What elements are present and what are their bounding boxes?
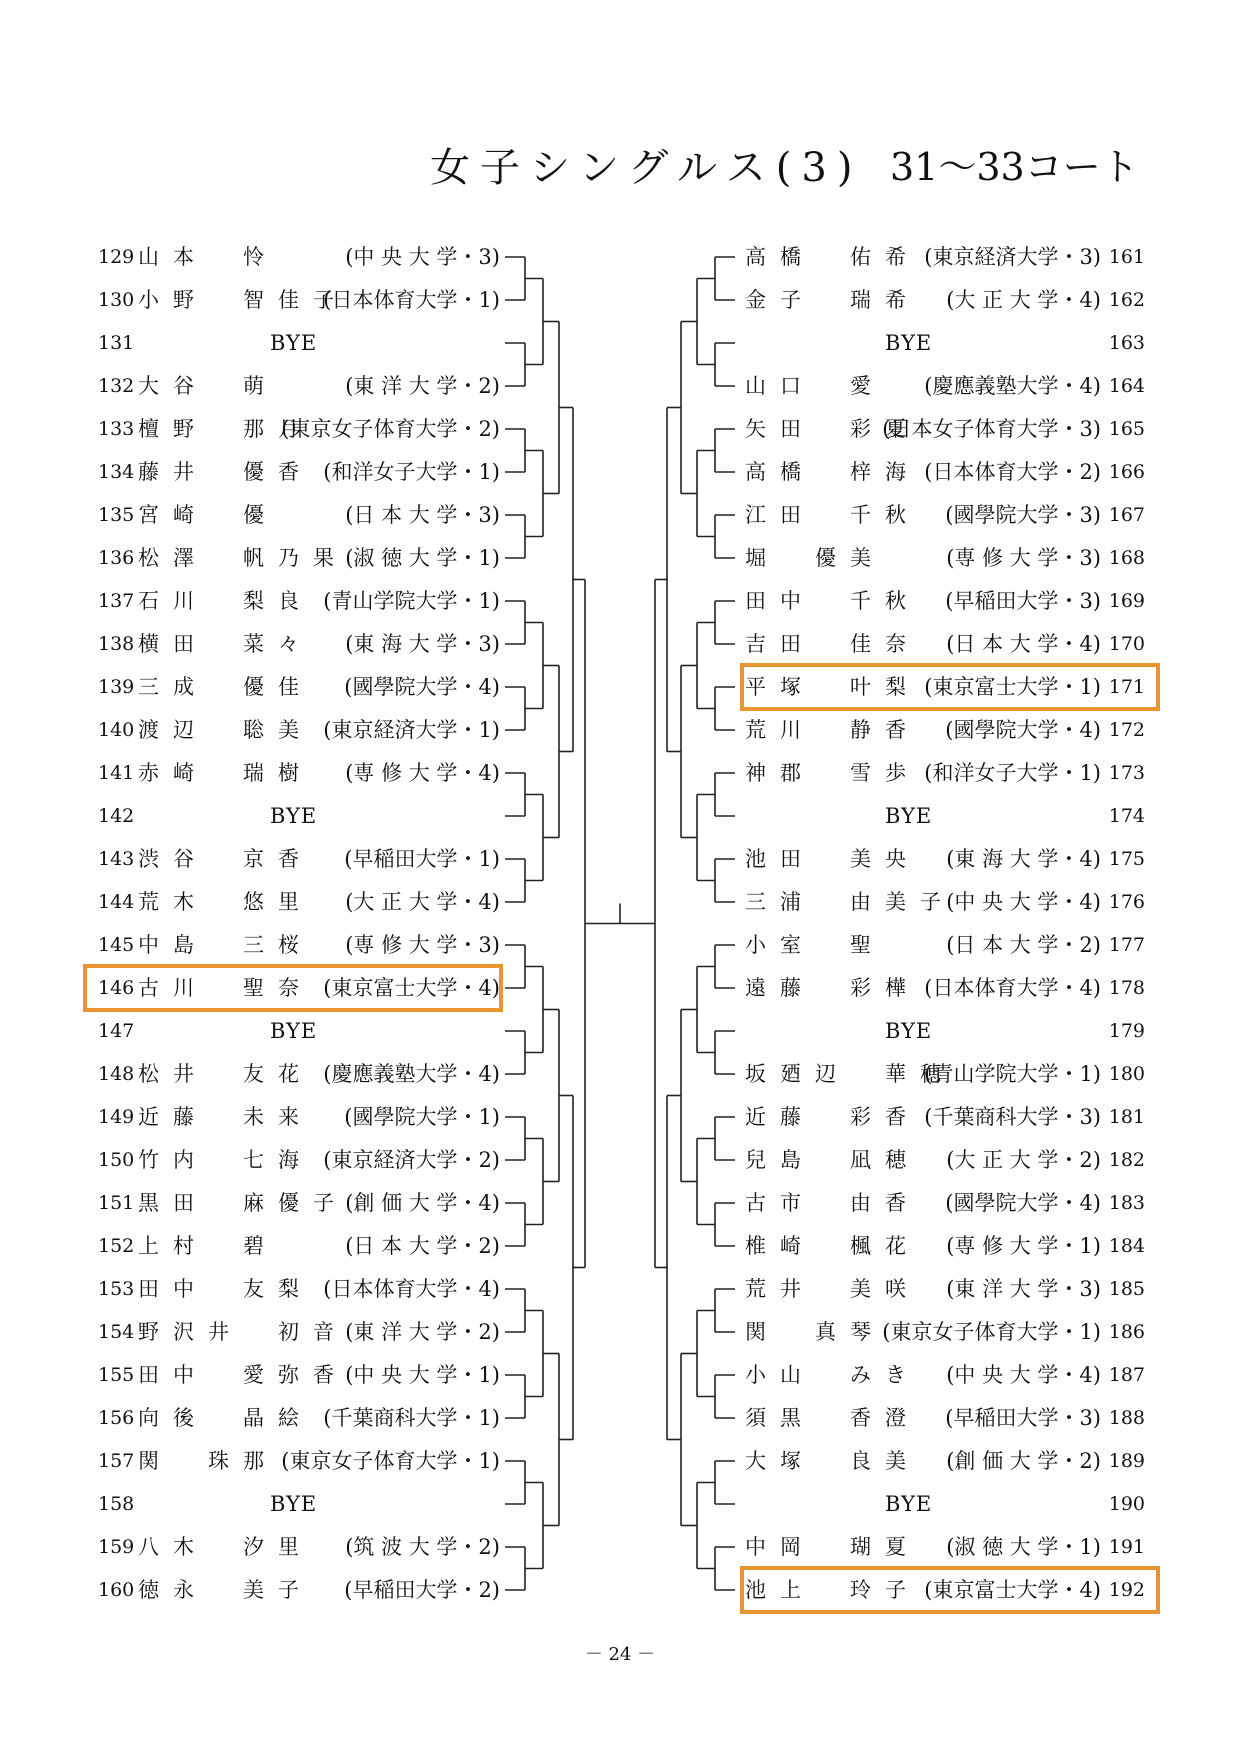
player-name: 大塚 良美 xyxy=(745,1449,920,1473)
player-name: 上村 碧 xyxy=(138,1234,278,1258)
draw-number: 144 xyxy=(98,891,135,913)
player-affiliation: (日本体育大学・4) xyxy=(924,976,1101,1000)
player-name: 矢田 彩夏 xyxy=(745,417,920,441)
player-name: 渋谷 京香 xyxy=(138,847,313,871)
player-affiliation: (日本体育大学・1) xyxy=(323,288,500,312)
player-affiliation: (東 海 大 学・4) xyxy=(946,847,1101,871)
draw-number: 184 xyxy=(1108,1235,1145,1257)
player-affiliation: (東京富士大学・4) xyxy=(924,1578,1101,1602)
draw-number: 188 xyxy=(1108,1407,1145,1429)
player-affiliation: (東 洋 大 学・2) xyxy=(345,1320,500,1344)
player-affiliation: (慶應義塾大学・4) xyxy=(924,374,1101,398)
draw-number: 166 xyxy=(1108,461,1145,483)
player-name: 吉田 佳奈 xyxy=(745,632,920,656)
draw-number: 133 xyxy=(98,418,135,440)
player-affiliation: (創 価 大 学・4) xyxy=(345,1191,500,1215)
player-affiliation: (慶應義塾大学・4) xyxy=(323,1062,500,1086)
player-name: 山本 怜 xyxy=(138,245,278,269)
player-name: 藤井 優香 xyxy=(138,460,313,484)
player-affiliation: (東京女子体育大学・2) xyxy=(281,417,500,441)
player-affiliation: (早稲田大学・3) xyxy=(945,589,1101,613)
draw-number: 147 xyxy=(98,1020,135,1042)
player-name: 横田 菜々 xyxy=(138,632,313,656)
draw-number: 163 xyxy=(1108,332,1145,354)
player-affiliation: (大 正 大 学・4) xyxy=(946,288,1101,312)
draw-number: 169 xyxy=(1108,590,1145,612)
player-affiliation: (早稲田大学・3) xyxy=(945,1406,1101,1430)
player-affiliation: (日 本 大 学・2) xyxy=(345,1234,500,1258)
draw-number: 190 xyxy=(1108,1493,1145,1515)
player-affiliation: (青山学院大学・1) xyxy=(323,589,500,613)
player-affiliation: (創 価 大 学・2) xyxy=(946,1449,1101,1473)
player-name: 田中 友梨 xyxy=(138,1277,313,1301)
draw-number: 173 xyxy=(1108,762,1145,784)
player-name: 関 真琴 xyxy=(745,1320,885,1344)
draw-number: 129 xyxy=(98,246,135,268)
bye-label: BYE xyxy=(270,1492,318,1516)
draw-number: 149 xyxy=(98,1106,135,1128)
player-affiliation: (東京女子体育大学・1) xyxy=(281,1449,500,1473)
player-name: 須黒 香澄 xyxy=(745,1406,920,1430)
player-affiliation: (専 修 大 学・4) xyxy=(345,761,500,785)
player-name: 荒川 静香 xyxy=(745,718,920,742)
draw-number: 179 xyxy=(1108,1020,1145,1042)
player-affiliation: (早稲田大学・1) xyxy=(344,847,500,871)
bye-label: BYE xyxy=(885,331,933,355)
player-affiliation: (中 央 大 学・4) xyxy=(946,890,1101,914)
player-name: 田中 愛弥香 xyxy=(138,1363,348,1387)
player-name: 竹内 七海 xyxy=(138,1148,313,1172)
draw-number: 170 xyxy=(1108,633,1145,655)
player-affiliation: (國學院大学・4) xyxy=(945,718,1101,742)
player-name: 池上 玲子 xyxy=(745,1578,920,1602)
draw-number: 141 xyxy=(98,762,135,784)
draw-number: 176 xyxy=(1108,891,1145,913)
draw-number: 151 xyxy=(98,1192,135,1214)
player-name: 江田 千秋 xyxy=(745,503,920,527)
player-affiliation: (中 央 大 学・4) xyxy=(946,1363,1101,1387)
player-name: 三成 優佳 xyxy=(138,675,313,699)
player-affiliation: (東 海 大 学・3) xyxy=(345,632,500,656)
page-title: 女子シングルス(3) xyxy=(430,145,863,191)
draw-number: 155 xyxy=(98,1364,135,1386)
draw-number: 172 xyxy=(1108,719,1145,741)
player-name: 赤崎 瑞樹 xyxy=(138,761,313,785)
player-name: 池田 美央 xyxy=(745,847,920,871)
player-name: 小山 みき xyxy=(745,1363,920,1387)
player-affiliation: (淑 徳 大 学・1) xyxy=(345,546,500,570)
court-info: 31～33コート xyxy=(890,145,1139,189)
player-affiliation: (早稲田大学・2) xyxy=(344,1578,500,1602)
draw-number: 191 xyxy=(1108,1536,1145,1558)
draw-number: 145 xyxy=(98,934,135,956)
draw-number: 158 xyxy=(98,1493,135,1515)
draw-number: 130 xyxy=(98,289,135,311)
draw-number: 152 xyxy=(98,1235,135,1257)
player-affiliation: (青山学院大学・1) xyxy=(924,1062,1101,1086)
player-name: 平塚 叶梨 xyxy=(745,675,920,699)
player-affiliation: (東 洋 大 学・2) xyxy=(345,374,500,398)
draw-number: 146 xyxy=(98,977,135,999)
player-affiliation: (専 修 大 学・1) xyxy=(946,1234,1101,1258)
player-name: 坂廼辺 華穂 xyxy=(745,1062,955,1086)
draw-number: 161 xyxy=(1108,246,1145,268)
player-affiliation: (東京女子体育大学・1) xyxy=(882,1320,1101,1344)
player-name: 荒井 美咲 xyxy=(745,1277,920,1301)
player-name: 宮崎 優 xyxy=(138,503,278,527)
player-name: 三浦 由美子 xyxy=(745,890,955,914)
draw-number: 135 xyxy=(98,504,135,526)
player-affiliation: (専 修 大 学・3) xyxy=(345,933,500,957)
draw-number: 162 xyxy=(1108,289,1145,311)
bye-label: BYE xyxy=(270,1019,318,1043)
draw-number: 142 xyxy=(98,805,135,827)
bye-label: BYE xyxy=(885,1019,933,1043)
draw-number: 139 xyxy=(98,676,135,698)
player-name: 荒木 悠里 xyxy=(138,890,313,914)
player-name: 向後 晶絵 xyxy=(138,1406,313,1430)
player-affiliation: (日本女子体育大学・3) xyxy=(882,417,1101,441)
draw-number: 182 xyxy=(1108,1149,1145,1171)
draw-number: 159 xyxy=(98,1536,135,1558)
player-name: 松井 友花 xyxy=(138,1062,313,1086)
player-affiliation: (日 本 大 学・2) xyxy=(946,933,1101,957)
draw-number: 137 xyxy=(98,590,135,612)
draw-number: 154 xyxy=(98,1321,135,1343)
player-name: 神郡 雪歩 xyxy=(745,761,920,785)
player-name: 近藤 未来 xyxy=(138,1105,313,1129)
player-affiliation: (日 本 大 学・3) xyxy=(345,503,500,527)
player-affiliation: (大 正 大 学・4) xyxy=(345,890,500,914)
player-name: 古川 聖奈 xyxy=(138,976,313,1000)
player-affiliation: (中 央 大 学・1) xyxy=(345,1363,500,1387)
player-affiliation: (國學院大学・3) xyxy=(945,503,1101,527)
bye-label: BYE xyxy=(885,1492,933,1516)
draw-number: 143 xyxy=(98,848,135,870)
player-name: 小野 智佳子 xyxy=(138,288,348,312)
bye-label: BYE xyxy=(270,331,318,355)
player-affiliation: (東京富士大学・1) xyxy=(924,675,1101,699)
player-affiliation: (筑 波 大 学・2) xyxy=(345,1535,500,1559)
draw-number: 165 xyxy=(1108,418,1145,440)
draw-number: 164 xyxy=(1108,375,1145,397)
player-affiliation: (東京経済大学・2) xyxy=(323,1148,500,1172)
draw-number: 168 xyxy=(1108,547,1145,569)
page-number: － 24 － xyxy=(584,1644,656,1665)
draw-number: 140 xyxy=(98,719,135,741)
draw-number: 136 xyxy=(98,547,135,569)
player-affiliation: (千葉商科大学・1) xyxy=(323,1406,500,1430)
player-name: 石川 梨良 xyxy=(138,589,313,613)
draw-number: 131 xyxy=(98,332,135,354)
player-affiliation: (東京経済大学・3) xyxy=(924,245,1101,269)
draw-number: 187 xyxy=(1108,1364,1145,1386)
player-name: 山口 愛 xyxy=(745,374,885,398)
player-name: 古市 由香 xyxy=(745,1191,920,1215)
player-name: 中島 三桜 xyxy=(138,933,313,957)
player-name: 松澤 帆乃果 xyxy=(138,546,348,570)
player-name: 渡辺 聡美 xyxy=(138,718,313,742)
draw-number: 167 xyxy=(1108,504,1145,526)
player-affiliation: (日本体育大学・4) xyxy=(323,1277,500,1301)
player-affiliation: (國學院大学・4) xyxy=(945,1191,1101,1215)
player-affiliation: (東 洋 大 学・3) xyxy=(946,1277,1101,1301)
player-name: 檀野 那月 xyxy=(138,417,313,441)
player-affiliation: (國學院大学・4) xyxy=(344,675,500,699)
player-affiliation: (大 正 大 学・2) xyxy=(946,1148,1101,1172)
draw-number: 183 xyxy=(1108,1192,1145,1214)
bye-label: BYE xyxy=(270,804,318,828)
draw-number: 178 xyxy=(1108,977,1145,999)
player-affiliation: (淑 徳 大 学・1) xyxy=(946,1535,1101,1559)
player-name: 遠藤 彩樺 xyxy=(745,976,920,1000)
draw-number: 156 xyxy=(98,1407,135,1429)
player-affiliation: (和洋女子大学・1) xyxy=(924,761,1101,785)
draw-number: 171 xyxy=(1108,676,1145,698)
draw-number: 186 xyxy=(1108,1321,1145,1343)
draw-number: 132 xyxy=(98,375,135,397)
player-name: 大谷 萌 xyxy=(138,374,278,398)
draw-number: 180 xyxy=(1108,1063,1145,1085)
player-affiliation: (東京富士大学・4) xyxy=(323,976,500,1000)
draw-number: 177 xyxy=(1108,934,1145,956)
player-name: 高橋 梓海 xyxy=(745,460,920,484)
draw-number: 174 xyxy=(1108,805,1145,827)
player-name: 小室 聖 xyxy=(745,933,885,957)
player-name: 椎崎 楓花 xyxy=(745,1234,920,1258)
draw-number: 192 xyxy=(1108,1579,1145,1601)
player-affiliation: (國學院大学・1) xyxy=(344,1105,500,1129)
draw-number: 153 xyxy=(98,1278,135,1300)
player-affiliation: (日 本 大 学・4) xyxy=(946,632,1101,656)
player-name: 兒島 凪穂 xyxy=(745,1148,920,1172)
player-name: 関 珠那 xyxy=(138,1449,278,1473)
player-name: 野沢井 初音 xyxy=(138,1320,348,1344)
player-name: 田中 千秋 xyxy=(745,589,920,613)
player-affiliation: (専 修 大 学・3) xyxy=(946,546,1101,570)
player-name: 徳永 美子 xyxy=(138,1578,313,1602)
player-affiliation: (千葉商科大学・3) xyxy=(924,1105,1101,1129)
draw-number: 181 xyxy=(1108,1106,1145,1128)
player-name: 黒田 麻優子 xyxy=(138,1191,348,1215)
player-affiliation: (中 央 大 学・3) xyxy=(345,245,500,269)
draw-number: 175 xyxy=(1108,848,1145,870)
draw-number: 150 xyxy=(98,1149,135,1171)
draw-number: 160 xyxy=(98,1579,135,1601)
draw-number: 157 xyxy=(98,1450,135,1472)
player-affiliation: (和洋女子大学・1) xyxy=(323,460,500,484)
player-affiliation: (東京経済大学・1) xyxy=(323,718,500,742)
bye-label: BYE xyxy=(885,804,933,828)
player-name: 中岡 瑚夏 xyxy=(745,1535,920,1559)
player-name: 金子 瑞希 xyxy=(745,288,920,312)
player-name: 堀 優美 xyxy=(745,546,885,570)
player-affiliation: (日本体育大学・2) xyxy=(924,460,1101,484)
player-name: 八木 汐里 xyxy=(138,1535,313,1559)
draw-number: 189 xyxy=(1108,1450,1145,1472)
draw-number: 138 xyxy=(98,633,135,655)
draw-number: 134 xyxy=(98,461,135,483)
draw-number: 148 xyxy=(98,1063,135,1085)
player-name: 高橋 佑希 xyxy=(745,245,920,269)
player-name: 近藤 彩香 xyxy=(745,1105,920,1129)
draw-number: 185 xyxy=(1108,1278,1145,1300)
